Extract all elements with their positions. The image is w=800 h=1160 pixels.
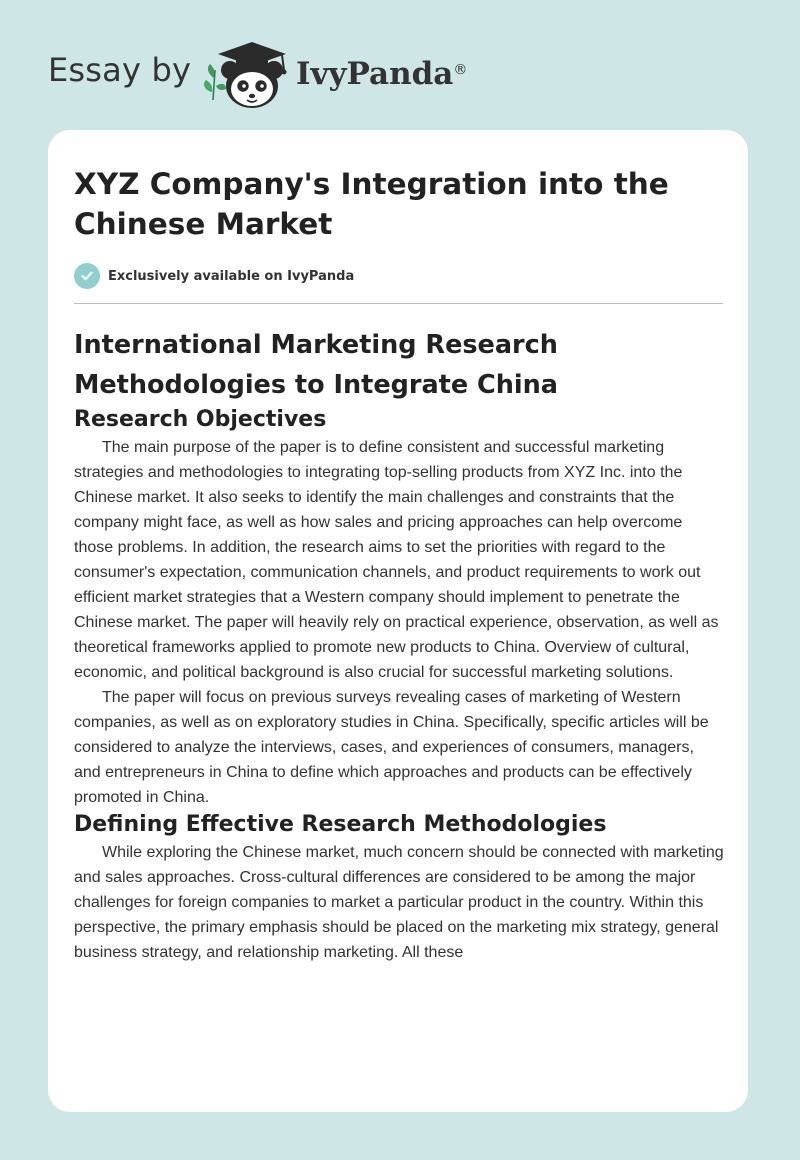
paragraph: While exploring the Chinese market, much concern should be connected with marketing and sales approaches. Cross-cultural differences are considered to be among the major challenges for foreign companies to market a particular product in the country. Within this perspective, the primary emphasis should be placed on the marketing mix strategy, general business strategy, and relationship marketing. All these [74,844,724,961]
essay-card [48,130,748,1112]
essay-by-label: Essay by [48,51,192,89]
subsection-title-methodologies: Defining Effective Research Methodologies [74,812,607,837]
registered-mark: ® [453,62,468,78]
site-header [0,0,800,120]
check-mark-icon [80,269,94,283]
paragraph: The paper will focus on previous surveys revealing cases of marketing of Western companies, as well as on exploratory studies in China. Specifically, specific articles will be considered to analyze the interviews, cases, and experiences of consumers, managers, and entrepreneurs in China to define which approaches and products can be effectively promoted in China. [74,689,709,806]
check-circle-icon [74,263,100,289]
section-title: International Marketing Research Methodologies to Integrate China [74,330,558,400]
essay-title: XYZ Company's Integration into the Chinese Market [74,167,669,241]
panda-graduate-icon[interactable] [200,34,292,110]
exclusive-label: Exclusively available on IvyPanda [108,268,355,284]
exclusive-badge [74,262,354,290]
essay-content [74,325,724,965]
divider [74,303,723,304]
paragraph: The main purpose of the paper is to define consistent and successful marketing strategies and methodologies to integrating top-selling products from XYZ Inc. into the Chinese market. It also seeks to identify the main challenges and constraints that the company might face, as well as how sales and pricing approaches can help overcome those problems. In addition, the research aims to set the priorities with regard to the consumer's expectation, communication channels, and product requirements to work out efficient market strategies that a Western company should implement to penetrate the Chinese market. The paper will heavily rely on practical experience, observation, as well as theoretical frameworks applied to promote new products to China. Overview of cultural, economic, and political background is also crucial for successful marketing solutions. [74,439,719,681]
brand-name[interactable] [296,54,467,94]
subsection-title-objectives: Research Objectives [74,407,327,432]
brand-name-text: IvyPanda [296,56,454,92]
